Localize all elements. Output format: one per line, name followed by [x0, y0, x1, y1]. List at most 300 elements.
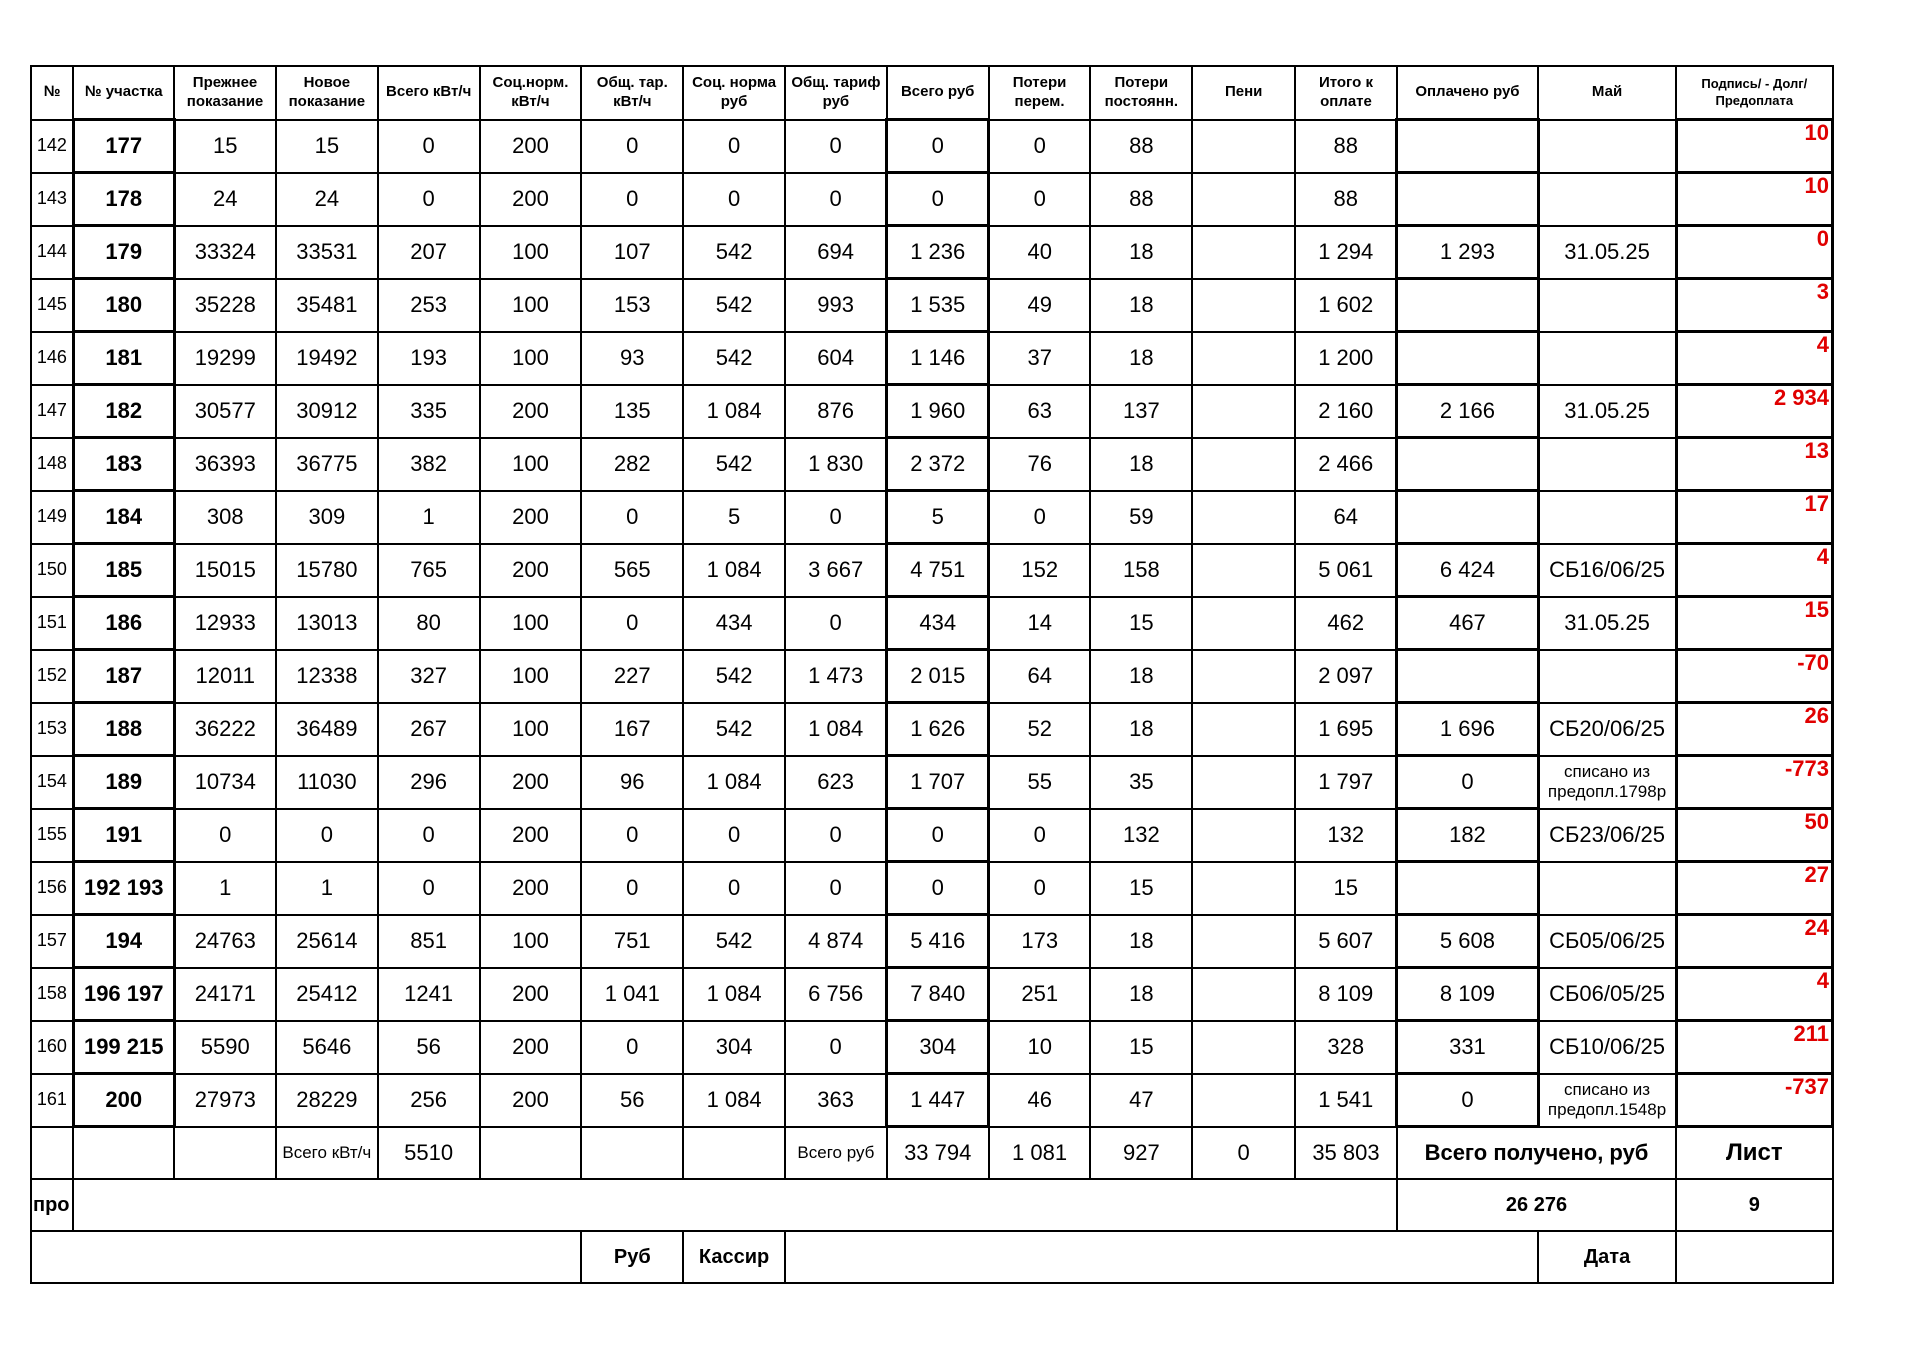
total-due-cell: 88 — [1295, 120, 1397, 173]
row-number-cell: 156 — [31, 862, 73, 915]
table-row — [31, 915, 1833, 968]
prev-reading-cell: 15 — [174, 120, 276, 173]
social-norm-rub-cell: 1 084 — [683, 544, 785, 597]
social-norm-rub-cell: 542 — [683, 332, 785, 385]
table-row — [31, 120, 1833, 173]
social-norm-kwh-cell: 200 — [480, 491, 582, 544]
social-norm-kwh-cell: 200 — [480, 120, 582, 173]
prev-reading-cell: 19299 — [174, 332, 276, 385]
general-tariff-rub-cell: 0 — [785, 173, 887, 226]
social-norm-kwh-cell: 200 — [480, 756, 582, 809]
may-payment-cell: СБ23/06/25 — [1538, 809, 1676, 862]
empty-cell — [73, 1179, 1397, 1231]
total-rub-cell: 1 236 — [887, 226, 989, 279]
row-number-cell: 150 — [31, 544, 73, 597]
loss-variable-cell: 0 — [989, 862, 1091, 915]
balance-cell: 13 — [1676, 438, 1832, 491]
general-tariff-kwh-cell: 0 — [581, 173, 683, 226]
plot-number-cell: 187 — [73, 650, 174, 703]
loss-constant-cell: 18 — [1090, 703, 1192, 756]
new-reading-cell: 25412 — [276, 968, 378, 1021]
social-norm-kwh-cell: 200 — [480, 862, 582, 915]
total-kwh-cell: 193 — [378, 332, 480, 385]
social-norm-kwh-cell: 200 — [480, 385, 582, 438]
loss-constant-cell: 15 — [1090, 862, 1192, 915]
social-norm-kwh-cell: 100 — [480, 597, 582, 650]
loss-constant-cell: 59 — [1090, 491, 1192, 544]
general-tariff-kwh-cell: 167 — [581, 703, 683, 756]
general-tariff-rub-cell: 4 874 — [785, 915, 887, 968]
total-rub-cell: 7 840 — [887, 968, 989, 1021]
empty-cell — [174, 1127, 276, 1180]
social-norm-rub-cell: 1 084 — [683, 385, 785, 438]
balance-cell: 17 — [1676, 491, 1832, 544]
table-row — [31, 491, 1833, 544]
total-loss-var: 1 081 — [989, 1127, 1091, 1180]
prev-reading-cell: 10734 — [174, 756, 276, 809]
loss-constant-cell: 47 — [1090, 1074, 1192, 1127]
loss-constant-cell: 88 — [1090, 120, 1192, 173]
balance-cell: 2 934 — [1676, 385, 1832, 438]
total-due-cell: 8 109 — [1295, 968, 1397, 1021]
table-row — [31, 385, 1833, 438]
loss-constant-cell: 18 — [1090, 438, 1192, 491]
header-col-prev-reading: Прежнее показание — [174, 66, 276, 120]
balance-cell: 4 — [1676, 332, 1832, 385]
total-rub-cell: 304 — [887, 1021, 989, 1074]
header-col-signature-balance: Подпись/ - Долг/Предоплата — [1676, 66, 1832, 120]
new-reading-cell: 15 — [276, 120, 378, 173]
general-tariff-kwh-cell: 0 — [581, 491, 683, 544]
row-number-cell: 146 — [31, 332, 73, 385]
total-kwh-cell: 1241 — [378, 968, 480, 1021]
total-due-cell: 88 — [1295, 173, 1397, 226]
general-tariff-rub-cell: 0 — [785, 862, 887, 915]
penalty-cell — [1192, 438, 1295, 491]
general-tariff-kwh-cell: 135 — [581, 385, 683, 438]
plot-number-cell: 199 215 — [73, 1021, 174, 1074]
loss-variable-cell: 55 — [989, 756, 1091, 809]
empty-cell — [683, 1127, 785, 1180]
penalty-cell — [1192, 650, 1295, 703]
table-body — [31, 66, 1833, 1127]
loss-constant-cell: 15 — [1090, 1021, 1192, 1074]
empty-cell — [73, 1127, 174, 1180]
social-norm-rub-cell: 542 — [683, 915, 785, 968]
total-due-cell: 1 797 — [1295, 756, 1397, 809]
total-kwh-cell: 0 — [378, 809, 480, 862]
social-norm-kwh-cell: 200 — [480, 544, 582, 597]
total-kwh-cell: 0 — [378, 120, 480, 173]
row-number-cell: 151 — [31, 597, 73, 650]
may-payment-cell — [1538, 120, 1676, 173]
penalty-cell — [1192, 279, 1295, 332]
social-norm-rub-cell: 434 — [683, 597, 785, 650]
loss-variable-cell: 152 — [989, 544, 1091, 597]
may-payment-cell — [1538, 650, 1676, 703]
general-tariff-rub-cell: 1 830 — [785, 438, 887, 491]
total-due-cell: 328 — [1295, 1021, 1397, 1074]
table-row — [31, 226, 1833, 279]
total-rub-cell: 5 — [887, 491, 989, 544]
may-payment-cell: 31.05.25 — [1538, 226, 1676, 279]
rub-label: Руб — [581, 1231, 683, 1283]
signature-row — [31, 1231, 1833, 1283]
new-reading-cell: 12338 — [276, 650, 378, 703]
new-reading-cell: 35481 — [276, 279, 378, 332]
social-norm-rub-cell: 542 — [683, 226, 785, 279]
plot-number-cell: 182 — [73, 385, 174, 438]
paid-rub-cell — [1397, 650, 1538, 703]
penalty-cell — [1192, 597, 1295, 650]
row-number-cell: 145 — [31, 279, 73, 332]
empty-cell — [581, 1127, 683, 1180]
new-reading-cell: 19492 — [276, 332, 378, 385]
social-norm-rub-cell: 5 — [683, 491, 785, 544]
header-col-penalty: Пени — [1192, 66, 1295, 120]
social-norm-kwh-cell: 100 — [480, 279, 582, 332]
header-col-num: № — [31, 66, 73, 120]
general-tariff-kwh-cell: 96 — [581, 756, 683, 809]
paid-rub-cell — [1397, 491, 1538, 544]
total-rub-cell: 0 — [887, 809, 989, 862]
social-norm-kwh-cell: 200 — [480, 809, 582, 862]
balance-cell: 50 — [1676, 809, 1832, 862]
may-payment-cell — [1538, 332, 1676, 385]
loss-variable-cell: 49 — [989, 279, 1091, 332]
row-number-cell: 152 — [31, 650, 73, 703]
header-col-new-reading: Новое показание — [276, 66, 378, 120]
paid-rub-cell: 1 696 — [1397, 703, 1538, 756]
prev-reading-cell: 35228 — [174, 279, 276, 332]
table-row — [31, 173, 1833, 226]
total-kwh-value: 5510 — [378, 1127, 480, 1180]
may-payment-cell: списано из предопл.1798р — [1538, 756, 1676, 809]
sheet-label: Лист — [1676, 1127, 1832, 1180]
paid-rub-cell — [1397, 120, 1538, 173]
table-row — [31, 756, 1833, 809]
plot-number-cell: 192 193 — [73, 862, 174, 915]
general-tariff-rub-cell: 363 — [785, 1074, 887, 1127]
loss-constant-cell: 18 — [1090, 279, 1192, 332]
total-rub-cell: 1 707 — [887, 756, 989, 809]
total-kwh-cell: 382 — [378, 438, 480, 491]
total-due-cell: 132 — [1295, 809, 1397, 862]
total-due-cell: 5 061 — [1295, 544, 1397, 597]
plot-number-cell: 200 — [73, 1074, 174, 1127]
may-payment-cell — [1538, 173, 1676, 226]
total-rub-cell: 4 751 — [887, 544, 989, 597]
empty-cell — [31, 1127, 73, 1180]
general-tariff-kwh-cell: 0 — [581, 597, 683, 650]
header-col-general-tariff-rub: Общ. тариф руб — [785, 66, 887, 120]
total-rub-cell: 2 015 — [887, 650, 989, 703]
new-reading-cell: 25614 — [276, 915, 378, 968]
total-kwh-cell: 256 — [378, 1074, 480, 1127]
header-col-loss-variable: Потери перем. — [989, 66, 1091, 120]
general-tariff-kwh-cell: 0 — [581, 809, 683, 862]
total-rub-cell: 2 372 — [887, 438, 989, 491]
social-norm-kwh-cell: 100 — [480, 915, 582, 968]
social-norm-rub-cell: 1 084 — [683, 968, 785, 1021]
social-norm-rub-cell: 0 — [683, 862, 785, 915]
total-kwh-cell: 851 — [378, 915, 480, 968]
total-rub-cell: 434 — [887, 597, 989, 650]
table-row — [31, 703, 1833, 756]
social-norm-rub-cell: 542 — [683, 438, 785, 491]
date-cell — [1676, 1231, 1832, 1283]
total-due-cell: 64 — [1295, 491, 1397, 544]
total-due-cell: 1 695 — [1295, 703, 1397, 756]
may-payment-cell: 31.05.25 — [1538, 597, 1676, 650]
prev-reading-cell: 27973 — [174, 1074, 276, 1127]
paid-rub-cell — [1397, 862, 1538, 915]
balance-cell: 26 — [1676, 703, 1832, 756]
paid-rub-cell: 5 608 — [1397, 915, 1538, 968]
penalty-cell — [1192, 226, 1295, 279]
social-norm-rub-cell: 542 — [683, 279, 785, 332]
balance-cell: 27 — [1676, 862, 1832, 915]
total-rub-cell: 1 535 — [887, 279, 989, 332]
general-tariff-kwh-cell: 1 041 — [581, 968, 683, 1021]
total-due-cell: 5 607 — [1295, 915, 1397, 968]
table-row — [31, 279, 1833, 332]
plot-number-cell: 183 — [73, 438, 174, 491]
balance-cell: 4 — [1676, 544, 1832, 597]
total-due-cell: 2 466 — [1295, 438, 1397, 491]
general-tariff-kwh-cell: 0 — [581, 1021, 683, 1074]
total-rub-cell: 1 447 — [887, 1074, 989, 1127]
total-received-label: Всего получено, руб — [1397, 1127, 1676, 1180]
balance-cell: 3 — [1676, 279, 1832, 332]
table-row — [31, 1021, 1833, 1074]
may-payment-cell: СБ20/06/25 — [1538, 703, 1676, 756]
prev-reading-cell: 36222 — [174, 703, 276, 756]
table-row — [31, 1074, 1833, 1127]
prev-reading-cell: 12011 — [174, 650, 276, 703]
total-due-cell: 462 — [1295, 597, 1397, 650]
plot-number-cell: 178 — [73, 173, 174, 226]
new-reading-cell: 30912 — [276, 385, 378, 438]
total-kwh-cell: 207 — [378, 226, 480, 279]
social-norm-kwh-cell: 100 — [480, 332, 582, 385]
general-tariff-rub-cell: 0 — [785, 809, 887, 862]
general-tariff-rub-cell: 6 756 — [785, 968, 887, 1021]
general-tariff-kwh-cell: 153 — [581, 279, 683, 332]
total-rub-cell: 0 — [887, 173, 989, 226]
general-tariff-rub-cell: 3 667 — [785, 544, 887, 597]
social-norm-kwh-cell: 100 — [480, 438, 582, 491]
loss-variable-cell: 46 — [989, 1074, 1091, 1127]
loss-variable-cell: 0 — [989, 491, 1091, 544]
paid-rub-cell: 467 — [1397, 597, 1538, 650]
new-reading-cell: 28229 — [276, 1074, 378, 1127]
header-col-total-kwh: Всего кВт/ч — [378, 66, 480, 120]
general-tariff-kwh-cell: 565 — [581, 544, 683, 597]
total-due: 35 803 — [1295, 1127, 1397, 1180]
loss-variable-cell: 14 — [989, 597, 1091, 650]
paid-rub-cell: 0 — [1397, 1074, 1538, 1127]
penalty-cell — [1192, 756, 1295, 809]
general-tariff-rub-cell: 0 — [785, 597, 887, 650]
total-due-cell: 1 541 — [1295, 1074, 1397, 1127]
penalty-cell — [1192, 385, 1295, 438]
header-col-general-tariff-kwh: Общ. тар. кВт/ч — [581, 66, 683, 120]
paid-rub-cell: 331 — [1397, 1021, 1538, 1074]
balance-cell: -773 — [1676, 756, 1832, 809]
table-row — [31, 332, 1833, 385]
plot-number-cell: 181 — [73, 332, 174, 385]
loss-variable-cell: 63 — [989, 385, 1091, 438]
prev-reading-cell: 24171 — [174, 968, 276, 1021]
new-reading-cell: 15780 — [276, 544, 378, 597]
total-kwh-cell: 327 — [378, 650, 480, 703]
penalty-cell — [1192, 491, 1295, 544]
loss-constant-cell: 158 — [1090, 544, 1192, 597]
may-payment-cell — [1538, 491, 1676, 544]
table-row — [31, 809, 1833, 862]
new-reading-cell: 36775 — [276, 438, 378, 491]
table-row — [31, 650, 1833, 703]
may-payment-cell — [1538, 862, 1676, 915]
total-kwh-cell: 296 — [378, 756, 480, 809]
plot-number-cell: 180 — [73, 279, 174, 332]
may-payment-cell — [1538, 279, 1676, 332]
balance-cell: 24 — [1676, 915, 1832, 968]
plot-number-cell: 184 — [73, 491, 174, 544]
header-col-loss-constant: Потери постоянн. — [1090, 66, 1192, 120]
penalty-cell — [1192, 968, 1295, 1021]
loss-variable-cell: 0 — [989, 173, 1091, 226]
balance-cell: 15 — [1676, 597, 1832, 650]
date-label: Дата — [1538, 1231, 1676, 1283]
prev-reading-cell: 12933 — [174, 597, 276, 650]
total-rub-value: 33 794 — [887, 1127, 989, 1180]
may-payment-cell: СБ06/05/25 — [1538, 968, 1676, 1021]
balance-cell: -70 — [1676, 650, 1832, 703]
balance-cell: 10 — [1676, 173, 1832, 226]
total-rub-cell: 0 — [887, 120, 989, 173]
prev-reading-cell: 15015 — [174, 544, 276, 597]
total-kwh-cell: 0 — [378, 862, 480, 915]
total-kwh-cell: 335 — [378, 385, 480, 438]
paid-rub-cell: 182 — [1397, 809, 1538, 862]
loss-constant-cell: 15 — [1090, 597, 1192, 650]
prev-reading-cell: 36393 — [174, 438, 276, 491]
new-reading-cell: 1 — [276, 862, 378, 915]
may-payment-cell: списано из предопл.1548р — [1538, 1074, 1676, 1127]
social-norm-rub-cell: 0 — [683, 809, 785, 862]
total-kwh-cell: 56 — [378, 1021, 480, 1074]
empty-cell — [480, 1127, 582, 1180]
total-kwh-cell: 1 — [378, 491, 480, 544]
loss-constant-cell: 88 — [1090, 173, 1192, 226]
general-tariff-rub-cell: 0 — [785, 120, 887, 173]
balance-cell: 4 — [1676, 968, 1832, 1021]
table-row — [31, 438, 1833, 491]
general-tariff-kwh-cell: 93 — [581, 332, 683, 385]
social-norm-rub-cell: 0 — [683, 173, 785, 226]
general-tariff-kwh-cell: 282 — [581, 438, 683, 491]
prefix-cell: про — [31, 1179, 73, 1231]
new-reading-cell: 309 — [276, 491, 378, 544]
plot-number-cell: 194 — [73, 915, 174, 968]
general-tariff-rub-cell: 694 — [785, 226, 887, 279]
new-reading-cell: 36489 — [276, 703, 378, 756]
paid-rub-cell — [1397, 279, 1538, 332]
general-tariff-rub-cell: 1 084 — [785, 703, 887, 756]
row-number-cell: 155 — [31, 809, 73, 862]
penalty-cell — [1192, 703, 1295, 756]
plot-number-cell: 186 — [73, 597, 174, 650]
prev-reading-cell: 1 — [174, 862, 276, 915]
general-tariff-kwh-cell: 227 — [581, 650, 683, 703]
new-reading-cell: 13013 — [276, 597, 378, 650]
loss-constant-cell: 137 — [1090, 385, 1192, 438]
general-tariff-kwh-cell: 751 — [581, 915, 683, 968]
new-reading-cell: 5646 — [276, 1021, 378, 1074]
loss-constant-cell: 18 — [1090, 915, 1192, 968]
plot-number-cell: 177 — [73, 120, 174, 173]
social-norm-rub-cell: 304 — [683, 1021, 785, 1074]
total-kwh-cell: 267 — [378, 703, 480, 756]
total-due-cell: 1 294 — [1295, 226, 1397, 279]
general-tariff-kwh-cell: 107 — [581, 226, 683, 279]
received-value: 26 276 — [1397, 1179, 1676, 1231]
paid-rub-cell: 6 424 — [1397, 544, 1538, 597]
total-kwh-cell: 253 — [378, 279, 480, 332]
new-reading-cell: 0 — [276, 809, 378, 862]
total-rub-cell: 1 960 — [887, 385, 989, 438]
paid-rub-cell: 2 166 — [1397, 385, 1538, 438]
may-payment-cell: СБ05/06/25 — [1538, 915, 1676, 968]
loss-variable-cell: 76 — [989, 438, 1091, 491]
general-tariff-rub-cell: 993 — [785, 279, 887, 332]
penalty-cell — [1192, 1021, 1295, 1074]
row-number-cell: 148 — [31, 438, 73, 491]
loss-constant-cell: 132 — [1090, 809, 1192, 862]
new-reading-cell: 24 — [276, 173, 378, 226]
loss-constant-cell: 18 — [1090, 650, 1192, 703]
loss-constant-cell: 18 — [1090, 226, 1192, 279]
table-footer — [31, 1127, 1833, 1284]
general-tariff-rub-cell: 623 — [785, 756, 887, 809]
total-due-cell: 2 160 — [1295, 385, 1397, 438]
row-number-cell: 154 — [31, 756, 73, 809]
social-norm-kwh-cell: 100 — [480, 226, 582, 279]
general-tariff-kwh-cell: 56 — [581, 1074, 683, 1127]
prev-reading-cell: 30577 — [174, 385, 276, 438]
penalty-cell — [1192, 1074, 1295, 1127]
header-col-social-norm-kwh: Соц.норм. кВт/ч — [480, 66, 582, 120]
balance-cell: 10 — [1676, 120, 1832, 173]
penalty-cell — [1192, 544, 1295, 597]
loss-variable-cell: 64 — [989, 650, 1091, 703]
table-row — [31, 968, 1833, 1021]
penalty-cell — [1192, 332, 1295, 385]
row-number-cell: 157 — [31, 915, 73, 968]
penalty-cell — [1192, 809, 1295, 862]
loss-variable-cell: 173 — [989, 915, 1091, 968]
plot-number-cell: 188 — [73, 703, 174, 756]
header-col-plot: № участка — [73, 66, 174, 120]
plot-number-cell: 189 — [73, 756, 174, 809]
social-norm-rub-cell: 1 084 — [683, 1074, 785, 1127]
total-due-cell: 15 — [1295, 862, 1397, 915]
row-number-cell: 143 — [31, 173, 73, 226]
loss-constant-cell: 35 — [1090, 756, 1192, 809]
loss-constant-cell: 18 — [1090, 332, 1192, 385]
